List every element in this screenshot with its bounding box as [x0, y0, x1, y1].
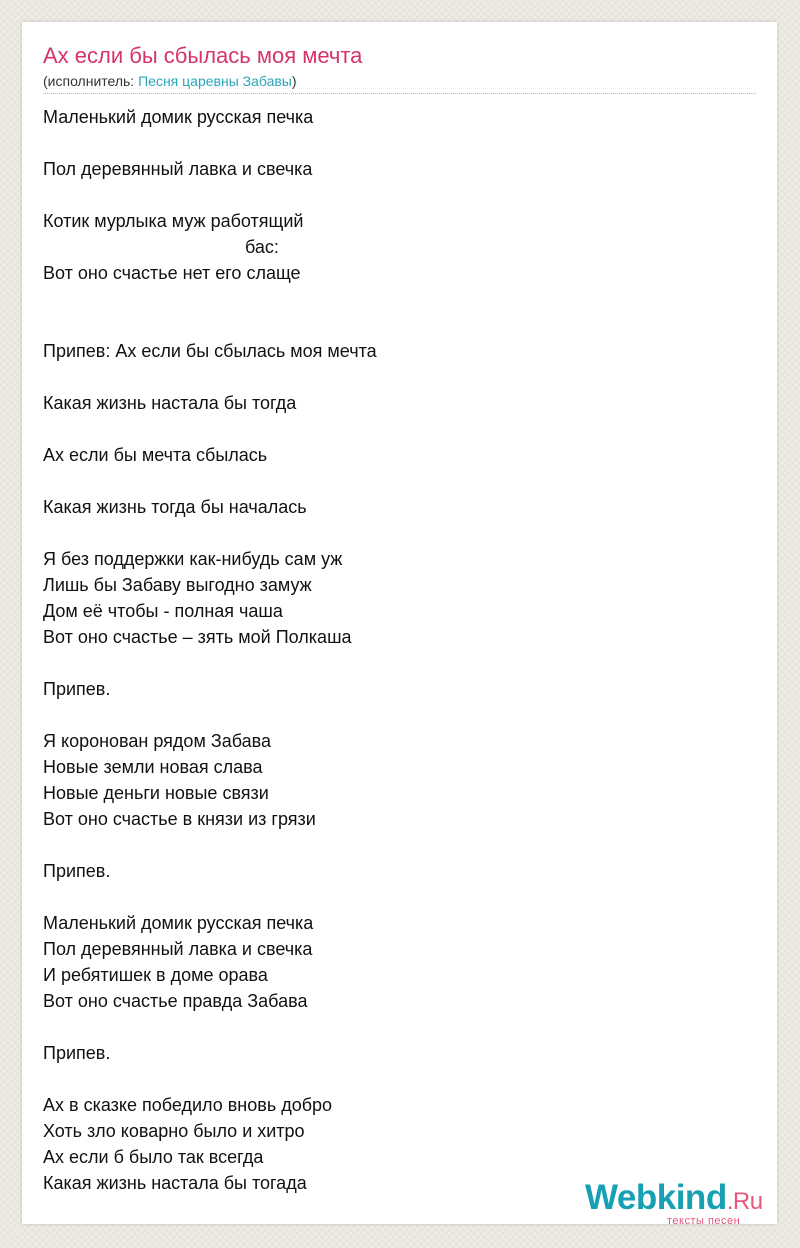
lyrics-card — [22, 22, 777, 1227]
lyric-line: Пол деревянный лавка и свечка — [43, 159, 313, 179]
lyrics-text — [43, 104, 743, 1196]
lyric-line — [43, 884, 743, 910]
lyric-line — [43, 182, 743, 208]
lyric-line — [43, 312, 743, 338]
lyric-line — [43, 364, 743, 390]
lyric-line: Я коронован рядом Забава — [43, 731, 271, 751]
lyric-line: Вот оно счастье нет его слаще — [43, 263, 301, 283]
logo-tld: .Ru — [726, 1188, 763, 1215]
lyric-line: Котик мурлыка муж работящий — [43, 211, 304, 231]
lyric-line — [43, 130, 743, 156]
lyric-line: Вот оно счастье правда Забава — [43, 991, 308, 1011]
lyric-line — [43, 416, 743, 442]
logo-subtitle: тексты песен — [667, 1215, 741, 1227]
lyric-line: Маленький домик русская печка — [43, 107, 314, 127]
lyric-line: Хоть зло коварно было и хитро — [43, 1121, 305, 1141]
lyric-line — [43, 286, 743, 312]
lyric-line — [43, 650, 743, 676]
artist-suffix: ) — [291, 73, 297, 89]
lyric-line — [43, 520, 743, 546]
artist-line — [43, 72, 297, 90]
lyric-line: Вот оно счастье – зять мой Полкаша — [43, 627, 352, 647]
lyric-line: Припев. — [43, 1043, 111, 1063]
lyric-line: Я без поддержки как-нибудь сам уж — [43, 549, 343, 569]
artist-prefix: (исполнитель: — [43, 73, 139, 89]
lyric-line: Припев: Ах если бы сбылась моя мечта — [43, 341, 377, 361]
lyric-line: И ребятишек в доме орава — [43, 965, 268, 985]
lyric-line: Пол деревянный лавка и свечка — [43, 939, 313, 959]
lyric-line: Маленький домик русская печка — [43, 913, 314, 933]
lyric-line: Дом её чтобы - полная чаша — [43, 601, 283, 621]
lyric-line: Ах если б было так всегда — [43, 1147, 264, 1167]
lyric-line: Какая жизнь настала бы тогда — [43, 393, 297, 413]
lyric-line: Вот оно счастье в князи из грязи — [43, 809, 316, 829]
lyric-line: Ах в сказке победило вновь добро — [43, 1095, 333, 1115]
lyric-line — [43, 1014, 743, 1040]
lyric-line: Припев. — [43, 679, 111, 699]
lyric-line — [43, 702, 743, 728]
lyric-line — [43, 1066, 743, 1092]
lyric-line — [43, 832, 743, 858]
lyric-line: Какая жизнь настала бы тогада — [43, 1173, 307, 1193]
logo-main-text: Webkind — [585, 1178, 727, 1217]
webkind-logo[interactable] — [585, 1178, 775, 1228]
lyric-line: Новые деньги новые связи — [43, 783, 269, 803]
title-divider — [43, 93, 756, 94]
lyric-line: Припев. — [43, 861, 111, 881]
song-title: Ах если бы сбылась моя мечта — [43, 43, 363, 68]
artist-link[interactable]: Песня царевны Забавы — [138, 73, 292, 89]
lyric-line — [43, 468, 743, 494]
lyric-line: Новые земли новая слава — [43, 757, 263, 777]
lyric-line: бас: — [245, 237, 279, 257]
lyric-line: Какая жизнь тогда бы началась — [43, 497, 307, 517]
lyric-line: Ах если бы мечта сбылась — [43, 445, 268, 465]
lyric-line: Лишь бы Забаву выгодно замуж — [43, 575, 312, 595]
